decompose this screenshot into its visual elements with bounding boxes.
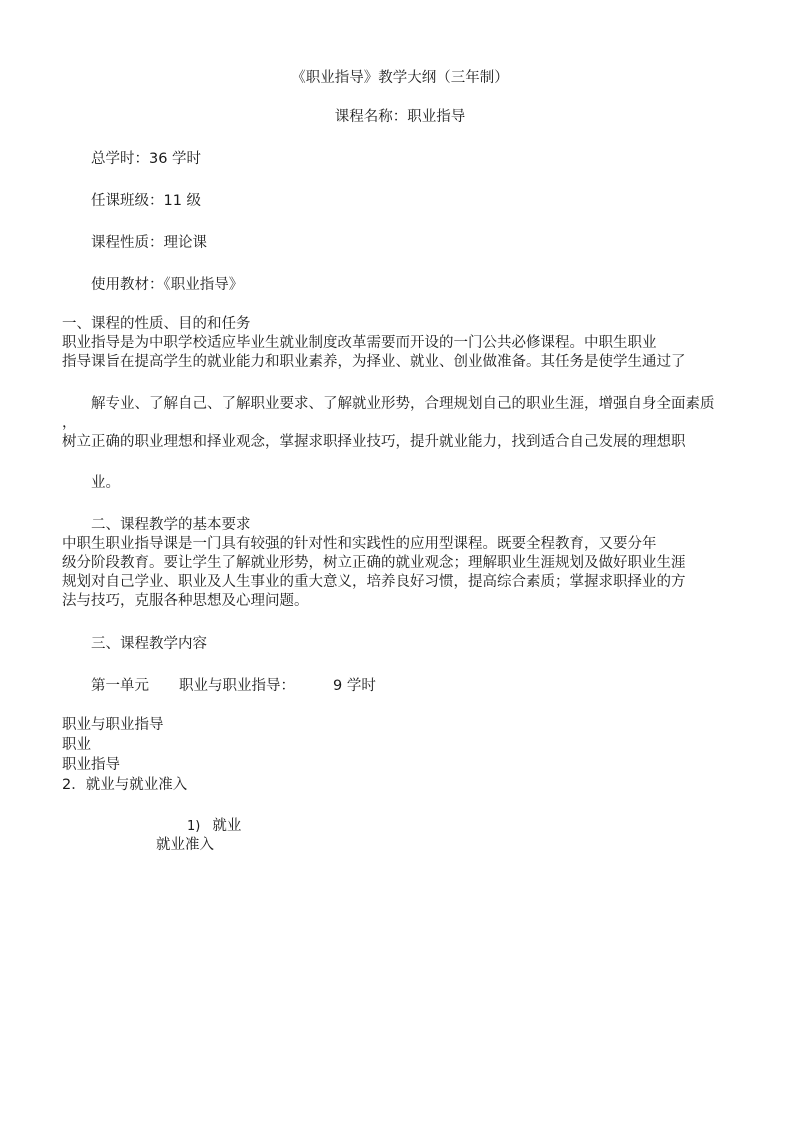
content-item: 职业指导 [62, 757, 120, 773]
section1-line: 解专业、了解自己、了解职业要求、了解就业形势，合理规划自己的职业生涯，增强自身全面素质 [91, 396, 715, 412]
section2-line: 中职生职业指导课是一门具有较强的针对性和实践性的应用型课程。既要全程教育，又要分年 [62, 536, 657, 552]
doc-title: 《职业指导》教学大纲（三年制） [291, 70, 509, 86]
sub-item: 就业准入 [156, 837, 214, 853]
sub-item-row [187, 817, 241, 836]
section1-line: ， [62, 415, 77, 431]
section1-line: 树立正确的职业理想和择业观念，掌握求职择业技巧，提升就业能力，找到适合自己发展的理想职 [62, 434, 686, 450]
section2-line: 规划对自己学业、职业及人生事业的重大意义，培养良好习惯，提高综合素质；掌握求职择业的方 [62, 574, 686, 590]
unit1-hours: 9 学时 [333, 678, 376, 694]
sub-item-number: 1) [187, 819, 201, 834]
content-item: 职业 [62, 737, 91, 753]
section3-heading: 三、课程教学内容 [91, 636, 207, 652]
section1-heading: 一、课程的性质、目的和任务 [62, 316, 251, 332]
course-type: 课程性质：理论课 [91, 235, 207, 251]
section1-line: 职业指导是为中职学校适应毕业生就业制度改革需要而开设的一门公共必修课程。中职生职业 [62, 335, 657, 351]
section2-line: 法与技巧，克服各种思想及心理问题。 [62, 593, 309, 609]
course-name: 课程名称：职业指导 [334, 109, 466, 125]
section1-line: 业。 [91, 475, 120, 491]
sub-item-label: 就业 [212, 818, 242, 834]
section2-line: 级分阶段教育。要让学生了解就业形势，树立正确的就业观念；理解职业生涯规划及做好职业生涯 [62, 555, 686, 571]
unit1-row [91, 677, 376, 695]
unit1-title: 职业与职业指导： [179, 678, 295, 694]
section2-heading: 二、课程教学的基本要求 [91, 517, 251, 533]
classes: 任课班级：11 级 [91, 193, 202, 209]
section1-line: 指导课旨在提高学生的就业能力和职业素养，为择业、就业、创业做准备。其任务是使学生通过了 [62, 354, 686, 370]
content-item: 职业与职业指导 [62, 717, 164, 733]
unit1-label: 第一单元 [91, 678, 149, 694]
textbook: 使用教材：《职业指导》 [91, 277, 244, 293]
content-item: 2．就业与就业准入 [62, 777, 188, 793]
total-hours: 总学时：36 学时 [91, 151, 202, 167]
